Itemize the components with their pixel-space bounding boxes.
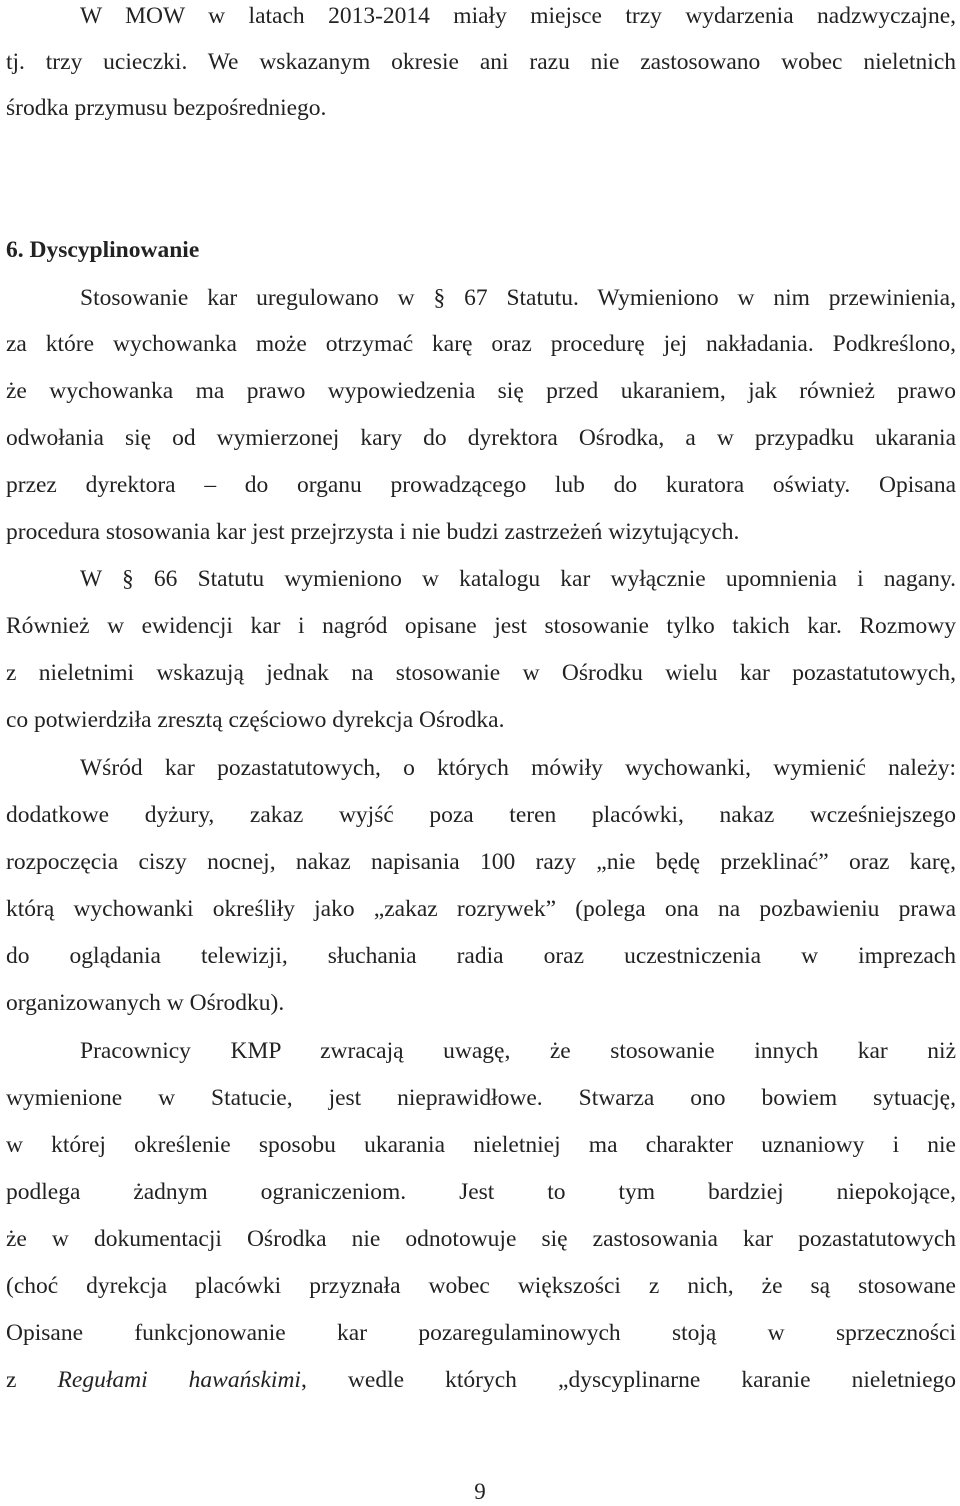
paragraph-line: Również w ewidencji kar i nagród opisane jest stosowanie tylko takich kar. Rozmowy	[6, 613, 956, 639]
text-span: z	[6, 1367, 58, 1393]
paragraph-line: Opisane funkcjonowanie kar pozaregulaminowych stoją w sprzeczności	[6, 1320, 956, 1346]
paragraph-line-with-italic	[6, 1366, 956, 1406]
paragraph-line: tj. trzy ucieczki. We wskazanym okresie ani razu nie zastosowano wobec nieletnich	[6, 49, 956, 75]
section-heading: 6. Dyscyplinowanie	[6, 237, 200, 263]
paragraph-line: wymienione w Statucie, jest nieprawidłowe. Stwarza ono bowiem sytuację,	[6, 1085, 956, 1111]
paragraph-line: rozpoczęcia ciszy nocnej, nakaz napisania 100 razy „nie będę przeklinać” oraz karę,	[6, 849, 956, 875]
paragraph-line: Stosowanie kar uregulowano w § 67 Statutu. Wymieniono w nim przewinienia,	[80, 285, 956, 311]
paragraph-line: (choć dyrekcja placówki przyznała wobec większości z nich, że są stosowane	[6, 1273, 956, 1299]
paragraph-line: podlega żadnym ograniczeniom. Jest to tym bardziej niepokojące,	[6, 1179, 956, 1205]
paragraph-line: organizowanych w Ośrodku).	[6, 990, 285, 1016]
paragraph-line: Pracownicy KMP zwracają uwagę, że stosowanie innych kar niż	[80, 1038, 956, 1064]
paragraph-line: za które wychowanka może otrzymać karę oraz procedurę jej nakładania. Podkreślono,	[6, 331, 956, 357]
paragraph-line: Wśród kar pozastatutowych, o których mówiły wychowanki, wymienić należy:	[80, 755, 956, 781]
italic-reference: Regułami hawańskimi	[57, 1367, 301, 1393]
paragraph-line: w której określenie sposobu ukarania nieletniej ma charakter uznaniowy i nie	[6, 1132, 956, 1158]
text-span: , wedle których „dyscyplinarne karanie nieletniego	[300, 1367, 957, 1393]
paragraph-line: do oglądania telewizji, słuchania radia oraz uczestniczenia w imprezach	[6, 943, 956, 969]
paragraph-line: dodatkowe dyżury, zakaz wyjść poza teren placówki, nakaz wcześniejszego	[6, 802, 956, 828]
paragraph-line: środka przymusu bezpośredniego.	[6, 95, 327, 121]
paragraph-line: W MOW w latach 2013-2014 miały miejsce trzy wydarzenia nadzwyczajne,	[80, 3, 956, 29]
paragraph-line: odwołania się od wymierzonej kary do dyrektora Ośrodka, a w przypadku ukarania	[6, 425, 956, 451]
paragraph-line: co potwierdziła zresztą częściowo dyrekcja Ośrodka.	[6, 707, 505, 733]
paragraph-line: przez dyrektora – do organu prowadzącego lub do kuratora oświaty. Opisana	[6, 472, 956, 498]
page-number: 9	[474, 1479, 486, 1504]
paragraph-line: z nieletnimi wskazują jednak na stosowanie w Ośrodku wielu kar pozastatutowych,	[6, 660, 956, 686]
paragraph-line: W § 66 Statutu wymieniono w katalogu kar wyłącznie upomnienia i nagany.	[80, 566, 956, 592]
paragraph-line: że w dokumentacji Ośrodka nie odnotowuje się zastosowania kar pozastatutowych	[6, 1226, 956, 1252]
paragraph-line: procedura stosowania kar jest przejrzysta i nie budzi zastrzeżeń wizytujących.	[6, 519, 740, 545]
paragraph-line: którą wychowanki określiły jako „zakaz rozrywek” (polega ona na pozbawieniu prawa	[6, 896, 956, 922]
paragraph-line: że wychowanka ma prawo wypowiedzenia się przed ukaraniem, jak również prawo	[6, 378, 956, 404]
